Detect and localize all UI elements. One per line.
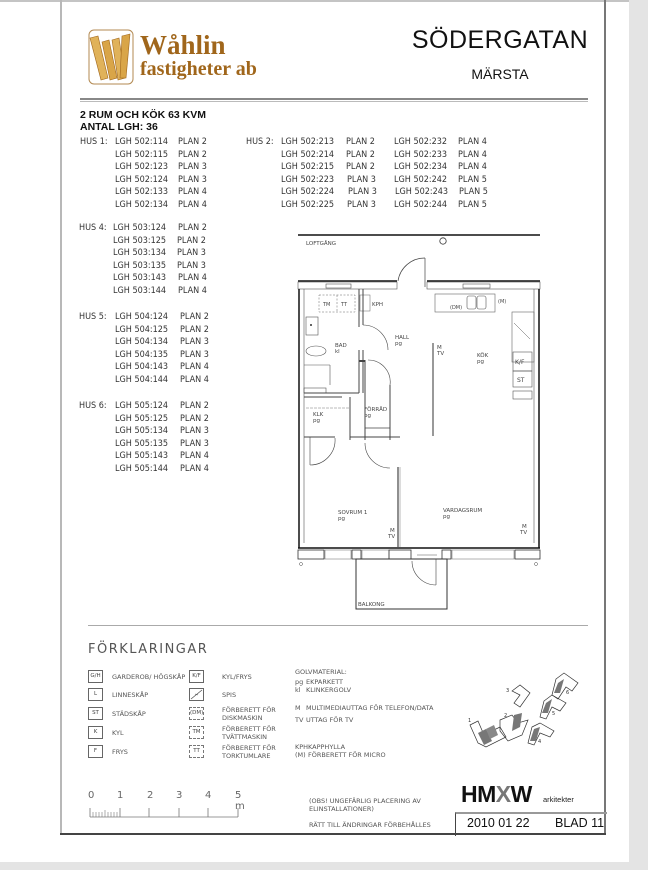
- unit-id: LGH 502:225: [281, 199, 335, 210]
- unit-row: [79, 222, 239, 235]
- unit-id: LGH 502:124: [115, 174, 169, 185]
- unit-id: LGH 502:133: [115, 187, 169, 197]
- tv-outlet: TV: [520, 530, 528, 536]
- house-label: HUS 6:: [79, 401, 107, 411]
- unit-row: [79, 336, 239, 349]
- unit-id: LGH 504:124: [115, 312, 169, 322]
- legend-text: STÄDSKÅP: [112, 710, 146, 718]
- abbrev-code: M: [295, 704, 301, 712]
- micro-label: (M): [498, 299, 507, 305]
- unit-row: [79, 235, 239, 248]
- building-label: 4: [538, 739, 542, 745]
- unit-id: LGH 502:232: [394, 137, 448, 147]
- abbrev-text: FÖRBERETT FÖR MICRO: [308, 751, 386, 759]
- abbrev-code: pg: [295, 678, 304, 686]
- unit-plan: PLAN 3: [347, 199, 376, 210]
- unit-plan: PLAN 4: [180, 362, 209, 372]
- unit-id: LGH 502:115: [115, 149, 169, 160]
- legend-divider: [88, 625, 588, 626]
- legend-text: [222, 726, 276, 741]
- unit-id: LGH 504:144: [115, 374, 169, 385]
- unit-row: [79, 260, 239, 273]
- architect-suffix: arkitekter: [543, 795, 574, 804]
- abbrev-text: EKPARKETT: [306, 678, 344, 686]
- bad-label: BAD: [335, 343, 347, 349]
- unit-plan: PLAN 2: [180, 413, 209, 424]
- m-outlet: M: [522, 524, 527, 530]
- unit-id: LGH 504:135: [115, 349, 169, 360]
- vardagsrum-label: VARDAGSRUM: [443, 508, 483, 514]
- architect-logo-part: X: [495, 781, 511, 807]
- unit-id: LGH 502:223: [281, 174, 335, 185]
- project-title: SÖDERGATAN: [411, 26, 589, 54]
- abbrev-code: TV: [295, 716, 304, 724]
- scale-ruler: [88, 804, 248, 818]
- unit-id: LGH 505:143: [115, 451, 169, 461]
- unit-id: LGH 505:144: [115, 463, 169, 474]
- m-outlet: M: [390, 528, 395, 534]
- sovrum-floor: pg: [338, 516, 345, 522]
- building-label: 6: [566, 690, 570, 696]
- abbrev-code: (M): [295, 751, 306, 759]
- unit-plan: PLAN 3: [180, 438, 209, 449]
- sheet-left-border: [60, 0, 62, 834]
- unit-row: [79, 400, 239, 413]
- bad-floor: kl: [335, 349, 340, 355]
- unit-row: [79, 324, 239, 337]
- sovrum-label: SOVRUM 1: [338, 510, 368, 516]
- window: [452, 550, 514, 559]
- unit-plan: PLAN 4: [180, 463, 209, 474]
- unit-id: LGH 502:114: [115, 137, 169, 147]
- unit-plan: PLAN 2: [178, 223, 207, 233]
- unit-row: [79, 425, 239, 438]
- unit-id: LGH 503:135: [113, 260, 167, 271]
- unit-plan: PLAN 4: [458, 149, 487, 160]
- unit-id: LGH 503:143: [113, 273, 167, 283]
- unit-id: LGH 502:234: [394, 162, 448, 172]
- legend-text-line2: DISKMASKIN: [222, 713, 263, 722]
- house-label: HUS 2:: [246, 137, 274, 147]
- unit-row: [79, 272, 239, 285]
- unit-row: [79, 450, 239, 463]
- unit-row: [79, 247, 239, 260]
- unit-plan: PLAN 2: [180, 401, 209, 411]
- legend-code-l: L: [88, 688, 103, 701]
- kok-floor: pg: [477, 359, 484, 365]
- obs-note-line1: (OBS! UNGEFÄRLIG PLACERING AV: [309, 797, 421, 805]
- unit-id: LGH 502:215: [281, 162, 335, 172]
- legend-text: LINNESKÅP: [112, 691, 149, 699]
- unit-plan: PLAN 2: [346, 137, 375, 147]
- unit-plan: PLAN 5: [458, 174, 487, 185]
- st-label: ST: [517, 377, 525, 384]
- apartment-count: ANTAL LGH: 36: [80, 121, 158, 133]
- dm-label: (DM): [450, 305, 463, 311]
- unit-row: [246, 186, 506, 199]
- legend-text-line1: FÖRBERETT FÖR: [222, 725, 276, 733]
- unit-plan: PLAN 4: [178, 285, 207, 296]
- scale-tick-label: 4: [205, 790, 212, 801]
- unit-row: [80, 186, 240, 199]
- legend-code-f: F: [88, 745, 103, 758]
- unit-plan: PLAN 3: [177, 248, 206, 258]
- unit-plan: PLAN 2: [177, 235, 206, 246]
- site-plan: [460, 665, 590, 765]
- hall-floor: pg: [395, 341, 402, 347]
- logo-name: Wåhlin: [140, 30, 226, 60]
- unit-plan: PLAN 4: [178, 273, 207, 283]
- tm-label: TM: [323, 302, 331, 308]
- building-label: 5: [552, 711, 556, 717]
- unit-row: [79, 374, 239, 387]
- legend-code-gh: G/H: [88, 670, 103, 683]
- unit-row: [79, 438, 239, 451]
- legend-text-line1: FÖRBERETT FÖR: [222, 706, 276, 714]
- unit-plan: PLAN 3: [177, 260, 206, 271]
- unit-id: LGH 503:134: [113, 248, 167, 258]
- building-5: [540, 695, 566, 719]
- legend-title: FÖRKLARINGAR: [88, 642, 209, 657]
- scale-tick-label: 3: [176, 790, 183, 801]
- sheet-right-border: [604, 0, 606, 834]
- unit-id: LGH 505:135: [115, 438, 169, 449]
- unit-row: [246, 149, 506, 162]
- house-label: HUS 4:: [79, 223, 107, 233]
- unit-row: [80, 136, 240, 149]
- architect-logo-part: HM: [461, 781, 496, 807]
- legend-text-line2: TVÄTTMASKIN: [222, 732, 267, 741]
- legend-text-line2: TORKTUMLARE: [222, 751, 271, 760]
- unit-id: LGH 503:124: [113, 223, 167, 233]
- window: [325, 550, 351, 559]
- window: [463, 284, 490, 288]
- vardagsrum-floor: pg: [443, 514, 450, 520]
- unit-row: [79, 311, 239, 324]
- klk-floor: pg: [313, 418, 320, 424]
- building-label: 3: [506, 688, 510, 694]
- house-label: HUS 1:: [80, 137, 108, 147]
- tv-outlet: TV: [437, 351, 445, 357]
- unit-row: [79, 413, 239, 426]
- scale-tick-label: 0: [88, 790, 95, 801]
- unit-id: LGH 502:243: [395, 187, 449, 197]
- legend-code-dm: (DM): [189, 707, 204, 720]
- viewer-background-right: [629, 0, 648, 870]
- legend-text: KYL/FRYS: [222, 673, 252, 681]
- unit-id: LGH 504:125: [115, 324, 169, 335]
- building-4: [528, 723, 554, 745]
- tv-outlet: TV: [388, 534, 396, 540]
- legend-text: [222, 707, 276, 722]
- legend-text: SPIS: [222, 691, 237, 699]
- unit-plan: PLAN 4: [458, 162, 487, 172]
- unit-row: [80, 149, 240, 162]
- abbrev-text: KAPPHYLLA: [308, 743, 346, 751]
- unit-id: LGH 505:124: [115, 401, 169, 411]
- legend-text: KYL: [112, 729, 124, 737]
- unit-plan: PLAN 3: [180, 426, 209, 436]
- house-list-hus6: [79, 400, 239, 475]
- scale-tick-label: 5 m: [235, 790, 245, 812]
- floor-plan: [290, 225, 550, 620]
- legend-code-tt: TT: [189, 745, 204, 758]
- abbrev-text: UTTAG FÖR TV: [306, 716, 354, 724]
- window: [362, 550, 389, 559]
- unit-id: LGH 505:125: [115, 413, 169, 424]
- unit-row: [80, 174, 240, 187]
- kph-label: KPH: [372, 302, 384, 308]
- unit-row: [80, 199, 240, 212]
- tt-label: TT: [341, 302, 348, 308]
- balcony-door: [412, 561, 436, 585]
- unit-id: LGH 502:233: [394, 149, 448, 160]
- balkong-label: BALKONG: [358, 602, 385, 608]
- sheet-number: BLAD 11: [555, 816, 605, 830]
- abbrev-text: KLINKERGOLV: [306, 686, 352, 694]
- building-label: 2: [504, 713, 508, 719]
- house-list-hus2: [246, 136, 506, 211]
- legend-code-tm: TM: [189, 726, 204, 739]
- unit-plan: PLAN 2: [180, 324, 209, 335]
- house-list-hus5: [79, 311, 239, 386]
- kitchen-sink: [467, 296, 476, 309]
- building-label: 1: [468, 718, 472, 724]
- legend-code-k: K: [88, 726, 103, 739]
- unit-id: LGH 505:134: [115, 426, 169, 436]
- golv-title: GOLVMATERIAL:: [295, 668, 347, 676]
- forrad-floor: pg: [364, 413, 371, 419]
- legend-text-line1: FÖRBERETT FÖR: [222, 744, 276, 752]
- unit-plan: PLAN 2: [180, 312, 209, 322]
- house-list-hus1: [80, 136, 240, 211]
- legend-code-st: ST: [88, 707, 103, 720]
- unit-id: LGH 502:244: [394, 199, 448, 210]
- kf-label: K/F: [515, 359, 525, 366]
- unit-plan: PLAN 4: [178, 187, 207, 197]
- loftgang-label: LOFTGÅNG: [306, 241, 337, 247]
- scale-tick-label: 2: [147, 790, 154, 801]
- unit-id: LGH 502:123: [115, 162, 169, 172]
- unit-id: LGH 503:125: [113, 235, 167, 246]
- unit-row: [246, 161, 506, 174]
- stove-icon: [514, 323, 530, 339]
- unit-id: LGH 502:134: [115, 199, 169, 210]
- unit-plan: PLAN 3: [180, 337, 209, 347]
- unit-row: [80, 161, 240, 174]
- hall-label: HALL: [395, 335, 410, 341]
- abbrev-code: kl: [295, 686, 301, 694]
- drawing-date: 2010 01 22: [467, 816, 530, 830]
- stove-icon: [189, 688, 204, 701]
- abbrev-text: MULTIMEDIAUTTAG FÖR TELEFON/DATA: [306, 704, 434, 712]
- unit-id: LGH 502:214: [281, 149, 335, 160]
- unit-id: LGH 504:134: [115, 337, 169, 347]
- legend-text: FRYS: [112, 748, 128, 756]
- sink: [306, 317, 318, 335]
- header-divider: [80, 98, 588, 100]
- legend-text: [222, 745, 276, 760]
- unit-row: [79, 285, 239, 298]
- unit-plan: PLAN 3: [178, 174, 207, 185]
- unit-plan: PLAN 3: [348, 187, 377, 197]
- unit-id: LGH 502:213: [281, 137, 335, 147]
- forrad-door: [368, 360, 390, 385]
- project-location: MÄRSTA: [471, 66, 529, 82]
- logo-subname: fastigheter ab: [140, 58, 257, 80]
- unit-plan: PLAN 2: [178, 149, 207, 160]
- company-logo: [88, 28, 293, 86]
- apartment-type: 2 RUM OCH KÖK 63 KVM: [80, 109, 207, 121]
- building-2: [500, 713, 528, 741]
- klk-door: [310, 438, 335, 465]
- unit-plan: PLAN 3: [180, 349, 209, 360]
- unit-row: [79, 463, 239, 476]
- abbrev-code: KPH: [295, 743, 309, 751]
- m-outlet: M: [437, 345, 442, 351]
- unit-plan: PLAN 4: [180, 451, 209, 461]
- building-6: [552, 673, 578, 699]
- page-top-edge: [0, 0, 629, 2]
- unit-plan: PLAN 4: [178, 199, 207, 210]
- sovrum-door: [365, 443, 390, 468]
- forrad-label: FÖRRÅD: [364, 407, 388, 413]
- unit-plan: PLAN 3: [178, 162, 207, 172]
- bath-door: [363, 325, 388, 350]
- kok-label: KÖK: [477, 353, 489, 359]
- unit-row: [79, 349, 239, 362]
- window: [326, 284, 351, 288]
- klk-label: KLK: [313, 412, 324, 418]
- entry-door: [398, 258, 425, 281]
- unit-row: [246, 174, 506, 187]
- header-divider-thin: [80, 101, 588, 102]
- house-label: HUS 5:: [79, 312, 107, 322]
- viewer-background-bottom: [0, 862, 648, 870]
- unit-plan: PLAN 3: [347, 174, 376, 185]
- unit-id: LGH 504:143: [115, 362, 169, 372]
- unit-row: [246, 199, 506, 212]
- unit-id: LGH 503:144: [113, 285, 167, 296]
- unit-id: LGH 502:242: [394, 174, 448, 185]
- building-3: [506, 685, 530, 707]
- unit-plan: PLAN 4: [458, 137, 487, 147]
- house-list-hus4: [79, 222, 239, 297]
- unit-plan: PLAN 2: [346, 149, 375, 160]
- unit-row: [79, 361, 239, 374]
- unit-plan: PLAN 5: [459, 187, 488, 197]
- toilet: [306, 346, 326, 356]
- obs-note-line2: ELINSTALLATIONER): [309, 805, 374, 813]
- unit-id: LGH 502:224: [281, 187, 335, 197]
- unit-plan: PLAN 4: [180, 374, 209, 385]
- unit-plan: PLAN 2: [178, 137, 207, 147]
- legend-text: GARDEROB/ HÖGSKÅP: [112, 673, 186, 681]
- rights-note: RÄTT TILL ÄNDRINGAR FÖRBEHÅLLES: [309, 821, 431, 829]
- unit-plan: PLAN 5: [458, 199, 487, 210]
- architect-logo: [461, 781, 532, 808]
- legend-code-kf: K/F: [189, 670, 204, 683]
- unit-row: [246, 136, 506, 149]
- architect-logo-part: W: [510, 781, 532, 807]
- kapphylla: [360, 295, 370, 311]
- unit-plan: PLAN 2: [346, 162, 375, 172]
- scale-tick-label: 1: [117, 790, 124, 801]
- lamp-icon: [440, 238, 446, 244]
